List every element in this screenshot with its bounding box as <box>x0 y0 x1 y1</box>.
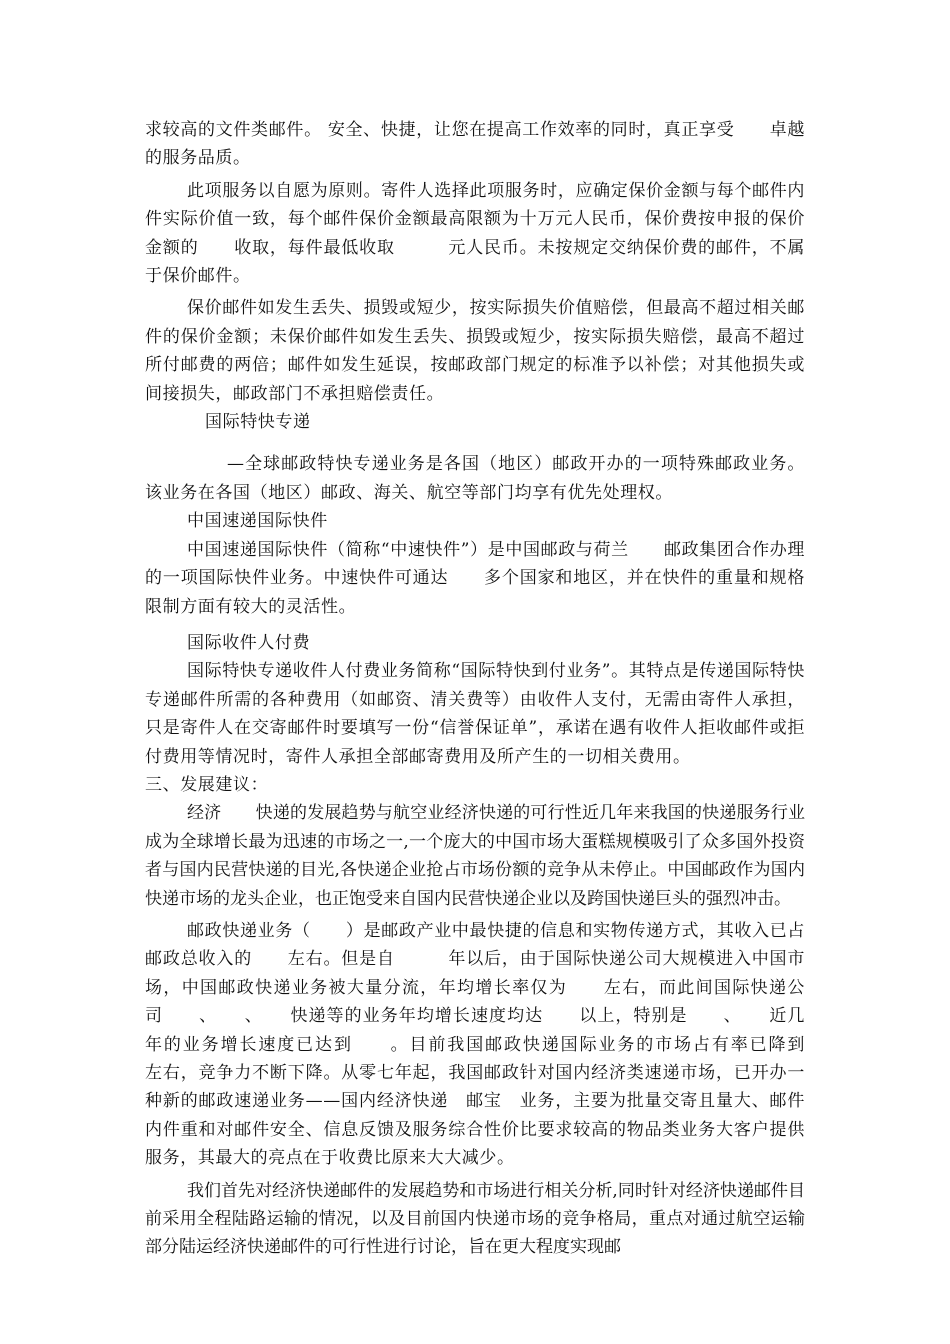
paragraph-postal-express-business: 邮政快递业务（ ）是邮政产业中最快捷的信息和实物传递方式，其收入已占邮政总收入的 左右。但是自 年以后，由于国际快递公司大规模进入中国市场，中国邮政快递业务被大量分流，年均增长率仅为 左右，而此间国际快递公司 、 、 快递等的业务年均增长速度均达 以上，特别是 、 近几年的业务增长速度已达到 。目前我国邮政快递国际业务的市场占有率已降到 左右，竞争力不断下降。从零七年起，我国邮政针对国内经济类速递市场，已开办一种新的邮政速递业务——国内经济快递 邮宝 业务，主要为批量交寄且量大、邮件内件重和对邮件安全、信息反馈及服务综合性价比要求较高的物品类业务大客户提供服务，其最大的亮点在于收费比原来大大减少。 <box>145 920 841 1169</box>
paragraph-international-collect: 国际特快专递收件人付费业务简称“国际特快到付业务”。其特点是传递国际特快专递邮件所需的各种费用（如邮资、清关费等）由收件人支付，无需由寄件人承担，只是寄件人在交寄邮件时要填写一份“信誉保证单”，承诺在遇有收件人拒收邮件或拒付费用等情况时，寄件人承担全部邮寄费用及所产生的一切相关费用。 <box>145 661 805 767</box>
paragraph-global-ems: —全球邮政特快专递业务是各国（地区）邮政开办的一项特殊邮政业务。该业务在各国（地区）邮政、海关、航空等部门均享有优先处理权。 <box>145 454 805 503</box>
heading-international-ems: 国际特快专递 <box>205 412 311 433</box>
document-body <box>145 116 841 1262</box>
heading-development-suggestions: 三、发展建议： <box>145 774 269 795</box>
heading-china-express-international: 中国速递国际快件 <box>187 511 328 532</box>
paragraph-compensation-rules: 保价邮件如发生丢失、损毁或短少，按实际损失价值赔偿，但最高不超过相关邮件的保价金额；未保价邮件如发生丢失、损毁或短少，按实际损失赔偿，最高不超过所付邮费的两倍；邮件如发生延误，按邮政部门规定的标准予以补偿；对其他损失或间接损失，邮政部门不承担赔偿责任。 <box>145 298 805 404</box>
paragraph-analysis-intro: 我们首先对经济快递邮件的发展趋势和市场进行相关分析,同时针对经济快递邮件目前采用全程陆路运输的情况，以及目前国内快递市场的竞争格局，重点对通过航空运输部分陆运经济快递邮件的可行性进行讨论，旨在更大程度实现邮 <box>145 1180 805 1258</box>
paragraph-china-express-international: 中国速递国际快件（简称“中速快件”）是中国邮政与荷兰 邮政集团合作办理的一项国际快件业务。中速快件可通达 多个国家和地区，并在快件的重量和规格限制方面有较大的灵活性。 <box>145 539 805 617</box>
paragraph-document-service-quality: 求较高的文件类邮件。 安全、快捷，让您在提高工作效率的同时，真正享受 卓越的服务品质。 <box>145 120 805 169</box>
paragraph-insured-mail-rules: 此项服务以自愿为原则。寄件人选择此项服务时，应确定保价金额与每个邮件内件实际价值一致，每个邮件保价金额最高限额为十万元人民币，保价费按申报的保价金额的 收取，每件最低收取 元人民币。未按规定交纳保价费的邮件，不属于保价邮件。 <box>145 180 805 287</box>
paragraph-economic-express-trend: 经济 快递的发展趋势与航空业经济快递的可行性近几年来我国的快递服务行业成为全球增长最为迅速的市场之一,一个庞大的中国市场大蛋糕规模吸引了众多国外投资者与国内民营快递的目光,各快递企业抢占市场份额的竞争从未停止。中国邮政作为国内快递市场的龙头企业，也正饱受来自国内民营快递企业以及跨国快递巨头的强烈冲击。 <box>145 803 805 909</box>
heading-international-collect: 国际收件人付费 <box>187 632 311 653</box>
